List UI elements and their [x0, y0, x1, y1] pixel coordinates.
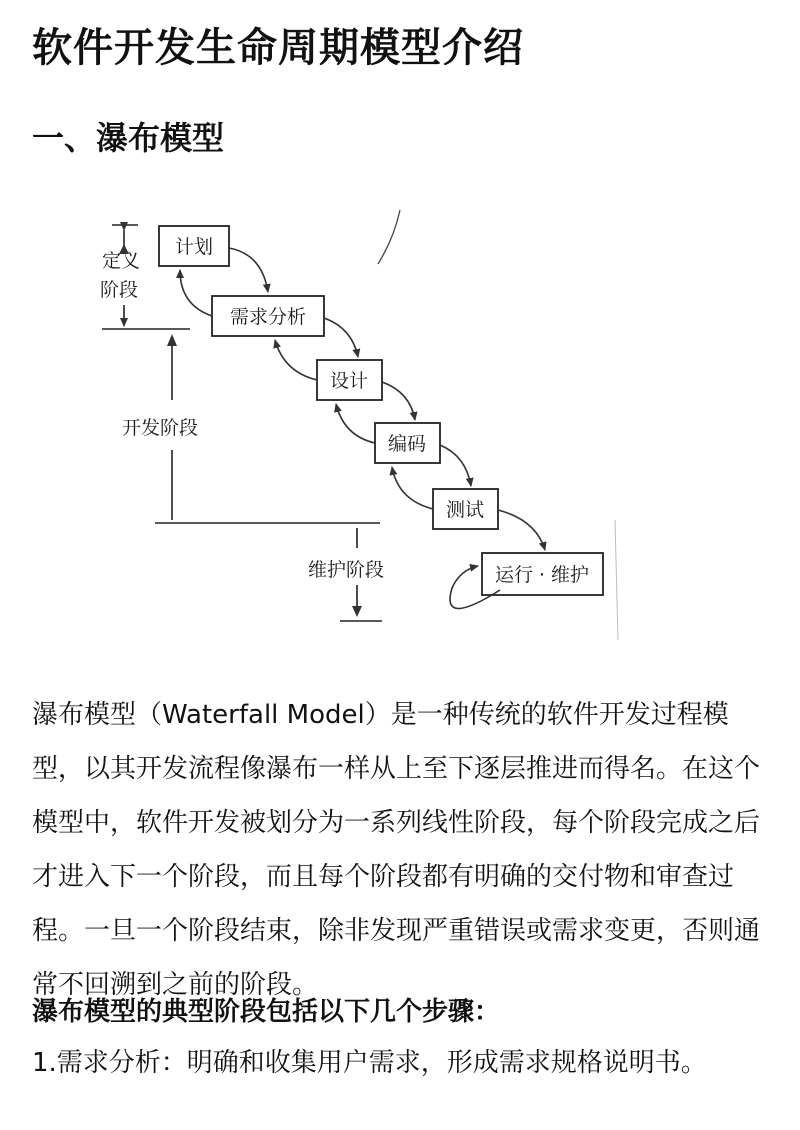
maintain-phase-label: 维护阶段 — [308, 559, 385, 581]
feedback-coding-to-design — [336, 404, 375, 443]
arrow-testing-to-operation — [498, 510, 545, 550]
arrow-design-to-coding — [382, 382, 415, 420]
intro-paragraph: 瀑布模型（Waterfall Model）是一种传统的软件开发过程模型，以其开发流程像瀑布一样从上至下逐层推进而得名。在这个模型中，软件开发被划分为一系列线性阶段，每个阶段完成之后才进入下一个阶段，而且每个阶段都有明确的交付物和审查过程。一旦一个阶段结束，除非发现严重错误或需求变更，否则通常不回溯到之前的阶段。 — [32, 700, 761, 1000]
stray-pen-stroke — [378, 210, 400, 264]
step-label-plan: 计划 — [174, 236, 214, 258]
step-label-design: 设计 — [329, 370, 369, 392]
feedback-requirements-to-plan — [180, 270, 212, 316]
page-title: 软件开发生命周期模型介绍 — [32, 25, 524, 71]
arrow-plan-to-requirements — [229, 248, 268, 292]
define-phase-label-line2: 阶段 — [100, 279, 139, 301]
feedback-testing-to-coding — [392, 467, 433, 509]
waterfall-diagram — [0, 195, 800, 655]
develop-arrow-up — [167, 334, 177, 346]
waterfall-diagram-svg — [0, 195, 800, 655]
feedback-design-to-requirements — [275, 340, 317, 380]
step-1-text: 1.需求分析：明确和收集用户需求，形成需求规格说明书。 — [32, 1048, 707, 1078]
arrow-coding-to-testing — [440, 445, 471, 486]
define-phase-label-line1: 定义 — [102, 250, 141, 272]
scan-line — [615, 520, 618, 640]
step-label-requirements: 需求分析 — [229, 306, 307, 328]
step-label-coding: 编码 — [387, 433, 427, 455]
maintain-arrow-down — [352, 606, 362, 617]
step-label-testing: 测试 — [445, 499, 485, 521]
develop-phase-label: 开发阶段 — [122, 417, 199, 439]
arrow-requirements-to-design — [324, 318, 358, 357]
section-title: 一、瀑布模型 — [32, 119, 225, 157]
step-label-operation: 运行 · 维护 — [494, 564, 590, 586]
steps-heading: 瀑布模型的典型阶段包括以下几个步骤： — [32, 997, 501, 1027]
